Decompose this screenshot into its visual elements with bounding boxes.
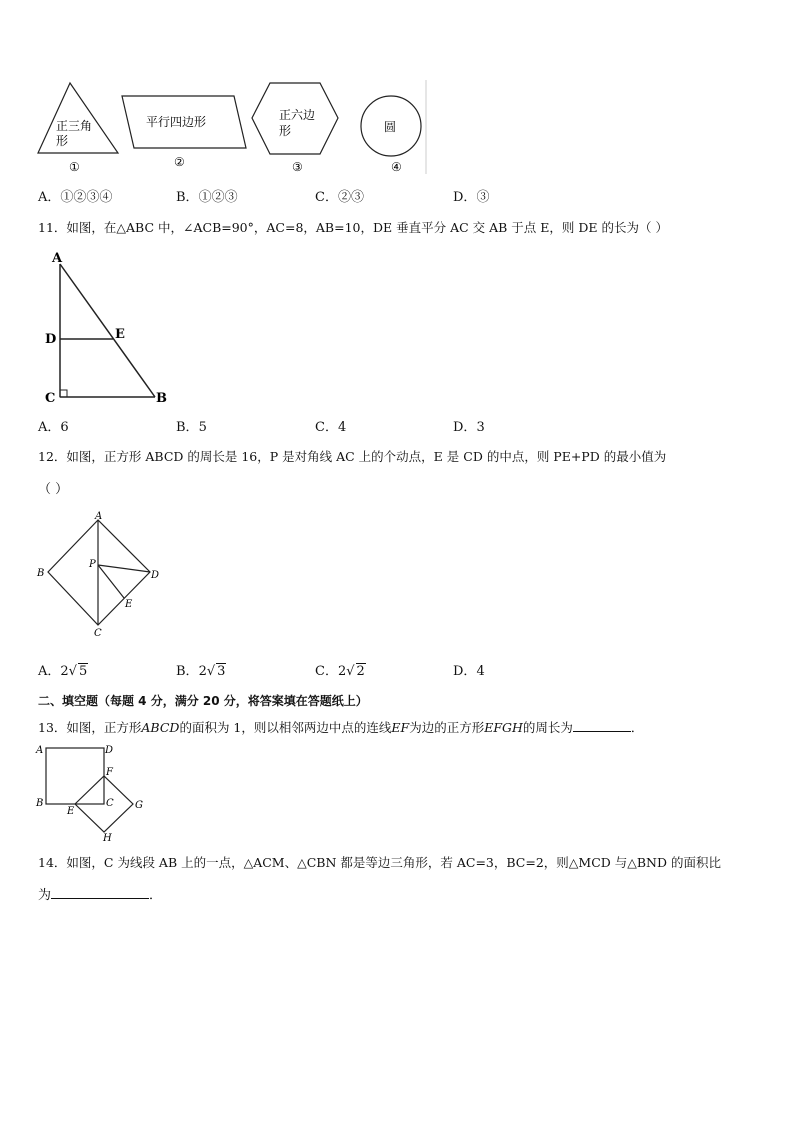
option-letter: C． — [315, 420, 338, 435]
q13-text-part: 的面积为 1，则以相邻两边中点的连线 — [179, 720, 392, 735]
q14-text-part: ． — [149, 888, 163, 903]
option-letter: C． — [315, 190, 338, 205]
label-p: P — [89, 559, 96, 570]
label-c: C — [45, 391, 56, 406]
sqrt-symbol: √ 2 — [346, 664, 365, 679]
label-e: E — [115, 327, 125, 342]
q10-option-c[interactable] — [315, 186, 364, 205]
q13-math-abcd: ABCD — [141, 720, 180, 735]
option-coef: 2 — [60, 664, 69, 679]
label-d: D — [151, 570, 160, 581]
label-e: E — [67, 806, 75, 817]
option-coef: 2 — [198, 664, 207, 679]
q10-option-d[interactable] — [453, 186, 489, 205]
q10-option-b[interactable] — [176, 186, 238, 205]
q12-square-figure — [34, 510, 174, 645]
q11-option-d[interactable] — [453, 416, 485, 435]
q12-answer-paren: （ ） — [38, 482, 69, 497]
option-text: 4 — [337, 420, 347, 435]
shape2-number: ② — [174, 155, 185, 169]
option-text: ②③ — [337, 190, 364, 205]
option-radicand: 5 — [78, 664, 88, 679]
q13-answer-blank[interactable] — [573, 731, 631, 732]
option-letter: D． — [453, 420, 477, 435]
q13-text-part: 为边的正方形 — [409, 720, 485, 735]
shape1-label-line1: 正三角 — [56, 119, 93, 133]
shape2-label: 平行四边形 — [146, 115, 207, 129]
option-letter: B． — [176, 420, 199, 435]
q10-option-a[interactable] — [38, 186, 112, 205]
label-c: C — [106, 798, 114, 809]
q11-option-a[interactable] — [38, 416, 69, 435]
shape4-number: ④ — [391, 160, 402, 174]
equilateral-triangle-shape — [38, 83, 118, 153]
option-text: ①②③ — [198, 190, 238, 205]
q13-math-ef: EF — [391, 720, 410, 735]
q14-text-part: 为 — [38, 888, 52, 903]
q13-text-part: 13．如图，正方形 — [38, 720, 142, 735]
option-letter: A． — [38, 664, 61, 679]
q11-option-c[interactable] — [315, 416, 346, 435]
option-text: 4 — [476, 664, 485, 679]
shape3-number: ③ — [292, 160, 303, 174]
shape3-label-line2: 形 — [279, 124, 292, 138]
option-letter: D． — [453, 190, 477, 205]
option-letter: A． — [38, 420, 61, 435]
option-radicand: 2 — [356, 664, 365, 679]
option-coef: 2 — [337, 664, 347, 679]
option-text: 6 — [60, 420, 69, 435]
q14-question-text: 14．如图，C 为线段 AB 上的一点，△ACM、△CBN 都是等边三角形，若 AC=3，BC=2，则△MCD 与△BND 的面积比 — [38, 855, 721, 870]
option-text: ③ — [476, 190, 490, 205]
section-title: 二、填空题（每题 4 分，满分 20 分，将答案填在答题纸上） — [38, 694, 368, 708]
shape3-label-line1: 正六边 — [279, 108, 316, 122]
label-f: F — [106, 767, 113, 778]
q13-question-text — [38, 718, 643, 736]
shape1-number: ① — [69, 160, 80, 174]
sqrt-symbol: √ 5 — [68, 664, 88, 679]
label-d: D — [105, 745, 114, 756]
q10-shapes-figure — [34, 78, 434, 178]
sqrt-symbol: √ 3 — [206, 664, 226, 679]
label-g: G — [135, 800, 143, 811]
label-e: E — [125, 599, 133, 610]
q13-squares-figure — [34, 742, 154, 842]
label-a: A — [95, 511, 103, 522]
option-letter: C． — [315, 664, 338, 679]
option-text: 5 — [198, 420, 207, 435]
q12-option-a[interactable] — [38, 660, 88, 679]
q12-question-text: 12．如图，正方形 ABCD 的周长是 16，P 是对角线 AC 上的个动点，E 是 CD 的中点，则 PE+PD 的最小值为 — [38, 449, 667, 464]
label-d: D — [45, 332, 57, 347]
q11-option-b[interactable] — [176, 416, 207, 435]
option-letter: A． — [38, 190, 61, 205]
q11-question-text: 11．如图，在△ABC 中，∠ACB=90°，AC=8，AB=10，DE 垂直平分 AC 交 AB 于点 E，则 DE 的长为（ ） — [38, 220, 668, 235]
shape4-label: 圆 — [384, 120, 397, 134]
q12-option-b[interactable] — [176, 660, 226, 679]
label-b: B — [37, 568, 45, 579]
q13-math-efgh: EFGH — [484, 720, 523, 735]
shape1-label-line2: 形 — [56, 134, 69, 148]
q13-text-part: ． — [630, 720, 644, 735]
label-a: A — [36, 745, 44, 756]
label-c: C — [94, 628, 102, 639]
option-letter: D． — [453, 664, 477, 679]
label-b: B — [156, 391, 167, 406]
q11-triangle-figure — [40, 248, 180, 408]
label-b: B — [36, 798, 44, 809]
q14-question-line2 — [38, 884, 162, 903]
option-letter: B． — [176, 664, 199, 679]
option-text: 3 — [476, 420, 485, 435]
q12-option-d[interactable] — [453, 660, 485, 679]
label-h: H — [103, 833, 112, 842]
option-radicand: 3 — [217, 664, 226, 679]
label-a: A — [52, 251, 63, 266]
q12-option-c[interactable] — [315, 660, 366, 679]
option-letter: B． — [176, 190, 199, 205]
q13-text-part: 的周长为 — [522, 720, 573, 735]
option-text: ①②③④ — [60, 190, 113, 205]
q14-answer-blank[interactable] — [51, 898, 149, 899]
